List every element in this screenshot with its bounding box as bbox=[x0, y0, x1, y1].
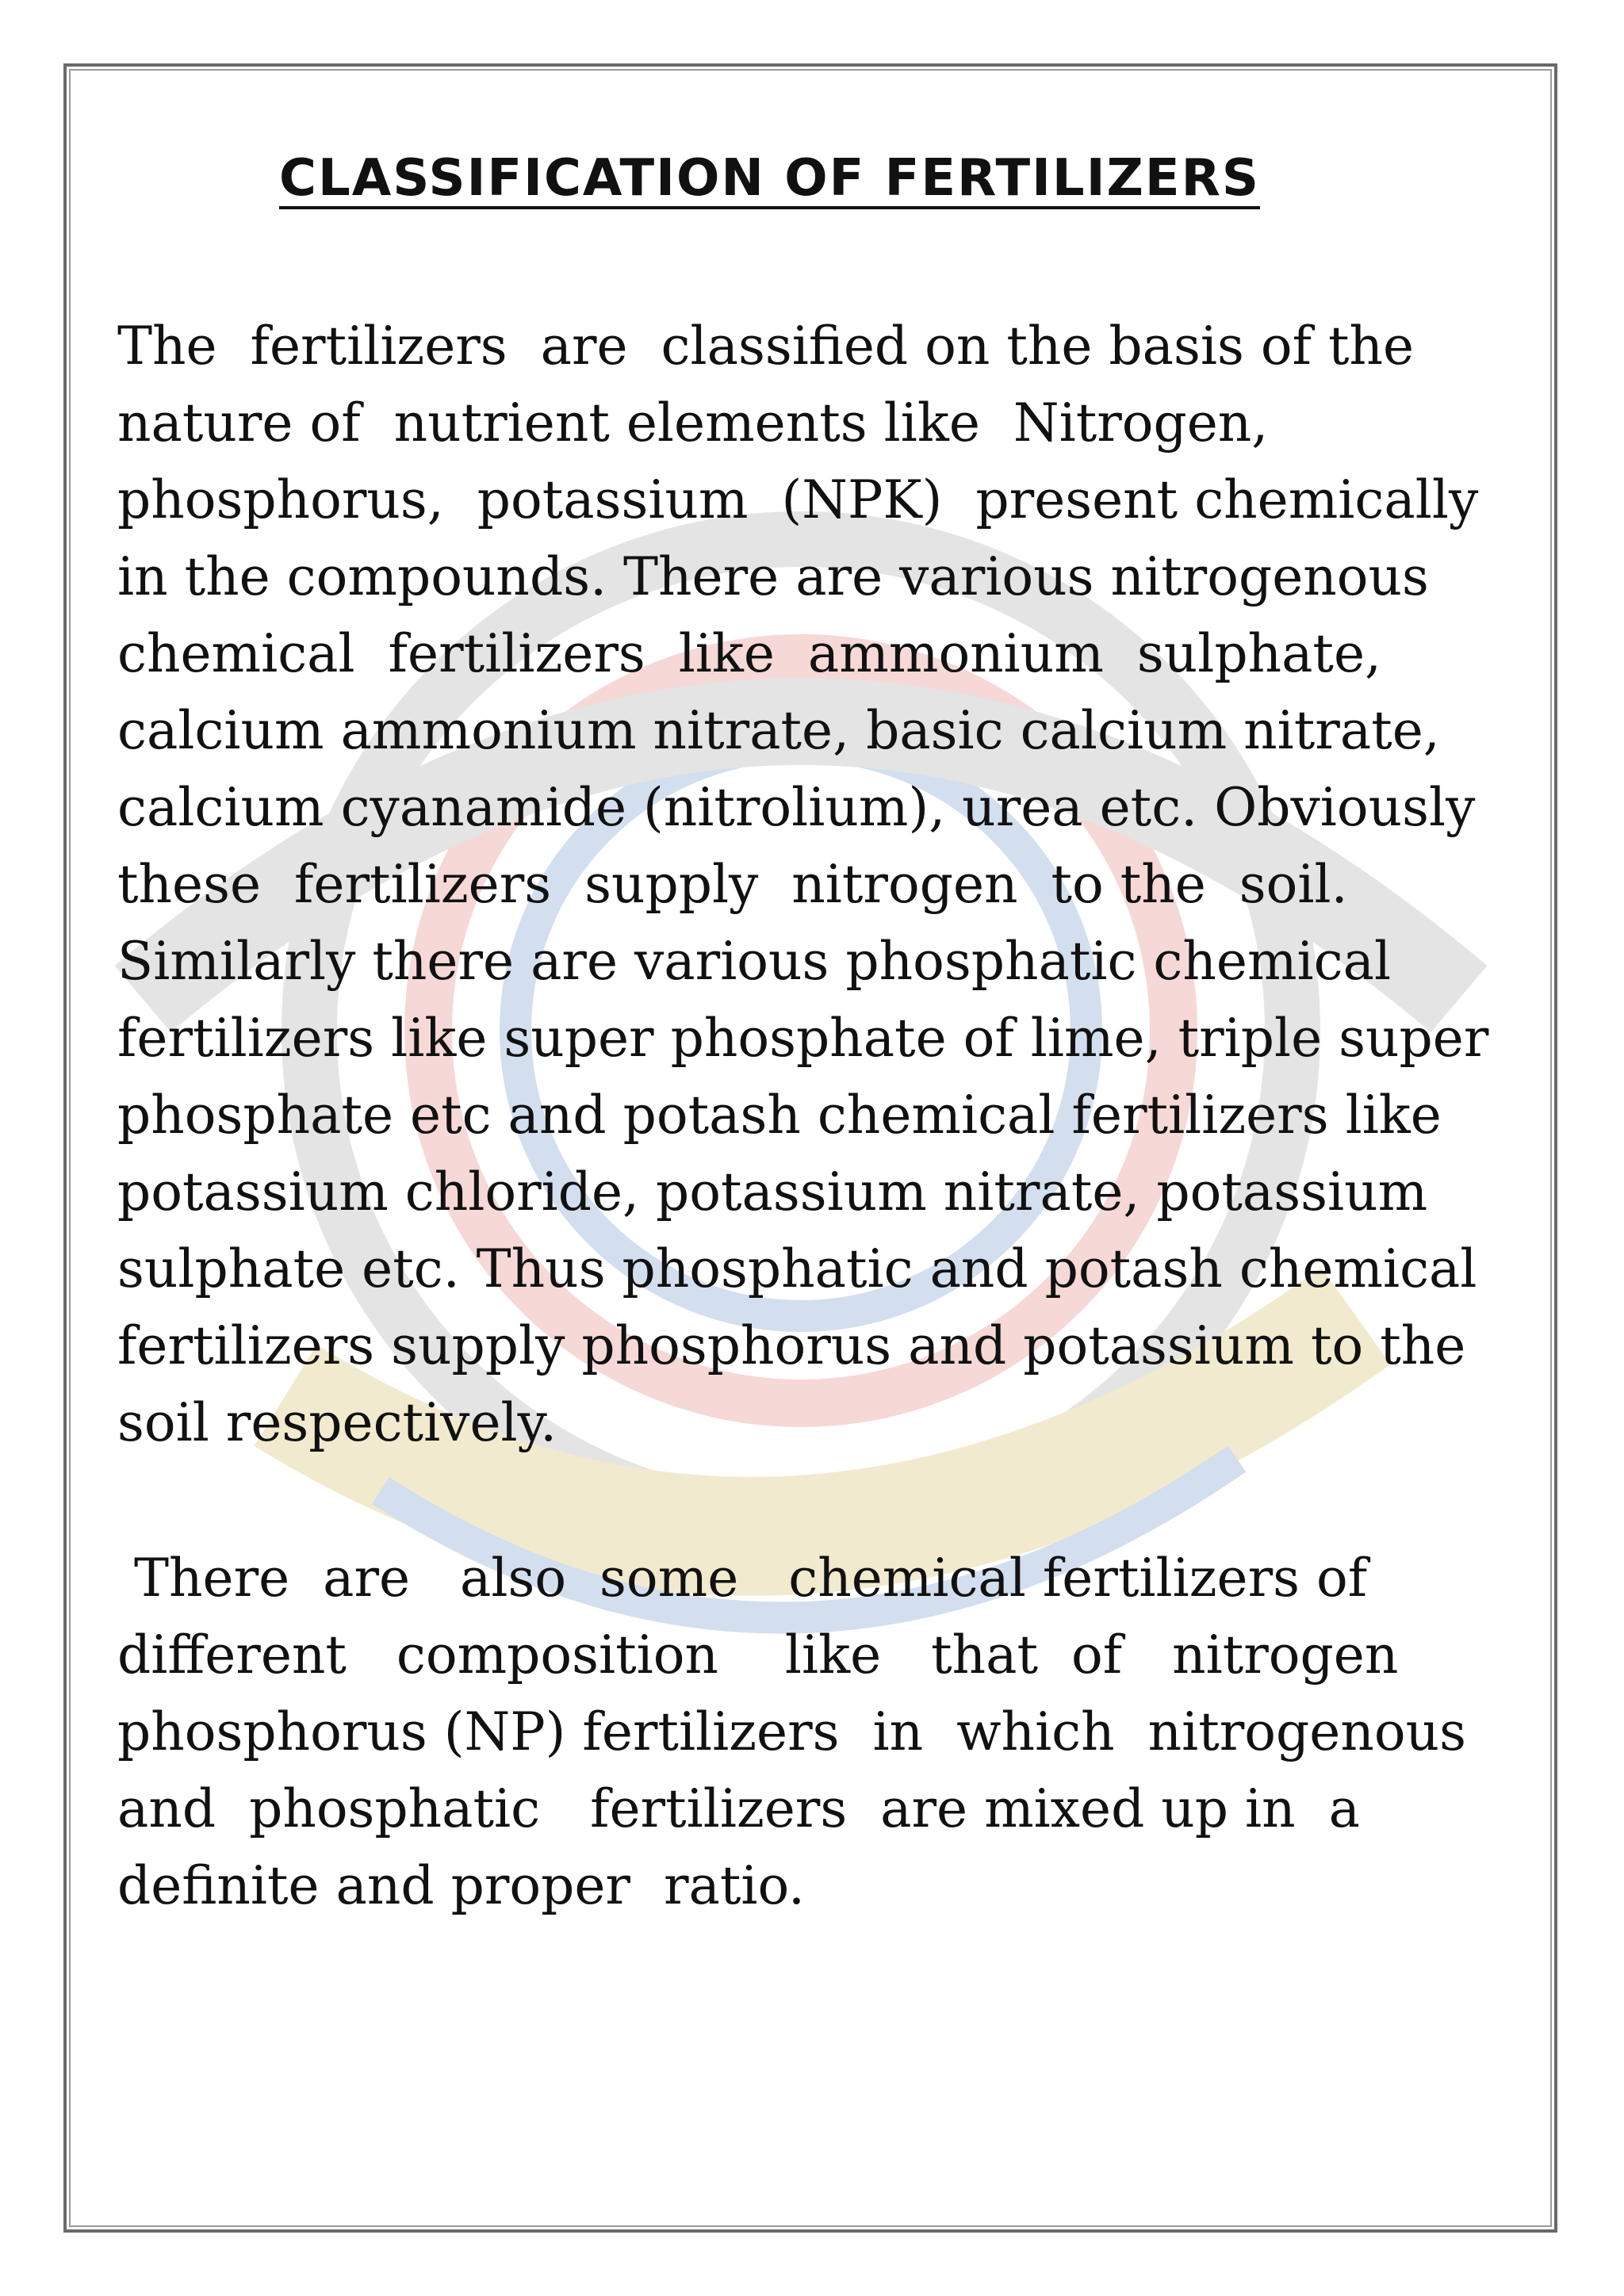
page-title: CLASSIFICATION OF FERTILIZERS bbox=[279, 149, 1260, 208]
body-paragraph: The fertilizers are classified on the basis of the nature of nutrient elements like Nitrogen, phosphorus, potassium (NPK) present chemically in the compounds. There are various nitrogenous chemical fertilizers like ammonium sulphate, calcium ammonium nitrate, basic calcium nitrate, calcium cyanamide (nitrolium), urea etc. Obviously these fertilizers supply nitrogen to the soil. Similarly there are various phosphatic chemical fertilizers like super phosphate of lime, triple super phosphate etc and potash chemical fertilizers like potassium chloride, potassium nitrate, potassium sulphate etc. Thus phosphatic and potash chemical fertilizers supply phosphorus and potassium to the soil respectively. bbox=[117, 316, 1489, 1453]
body-paragraph: There are also some chemical fertilizers of different composition like that of nitrogen phosphorus (NP) fertilizers in which nitrogenous and phosphatic fertilizers are mixed up in a definite and proper ratio. bbox=[117, 1548, 1466, 1916]
